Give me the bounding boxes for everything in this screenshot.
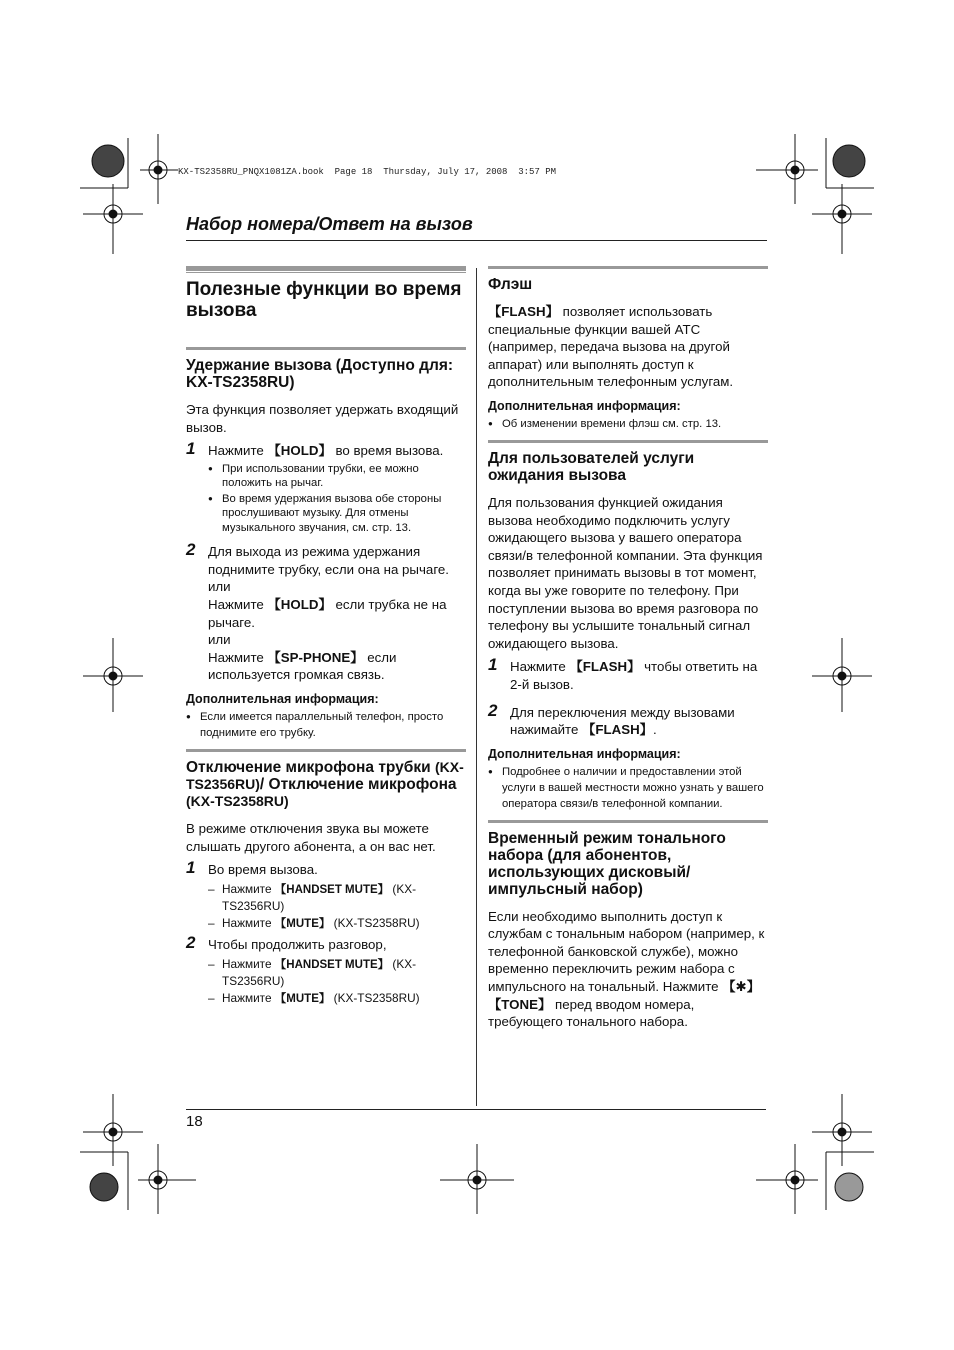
mute-step-1-options <box>208 881 466 933</box>
main-heading: Полезные функции во время вызова <box>186 279 462 321</box>
waiting-step-2: 2 Для переключения между вызовами нажимайте 【FLASH】. <box>488 700 735 738</box>
mute-step-2: 2 Чтобы продолжить разговор, <box>186 933 387 953</box>
tone-heading: Временный режим тонального набора (для абонентов, использующих дисковый/импульсный набор) <box>488 829 726 898</box>
hold-key: 【HOLD】 <box>267 443 332 459</box>
hold-heading: Удержание вызова (Доступно для: KX-TS2358RU) <box>186 357 454 391</box>
tone-text: Если необходимо выполнить доступ к службам с тональным набором (например, к телефонной банковской службе), можно временно переключить режим набора с импульсного на тональный. Нажмите 【✱】 【TONE】 перед вводом номера, требующего тонального набора. <box>488 908 765 1030</box>
column-divider <box>476 268 477 1106</box>
flash-key: 【FLASH】 <box>582 722 653 738</box>
heading-rule <box>488 440 768 443</box>
step-number: 1 <box>186 858 196 878</box>
hold-step-2: 2 Для выхода из режима удержания поднимите трубку, если она на рычаге. или Нажмите 【HOLD】 если трубка не на рычаге. или Нажмите 【SP-PHONE】 если используется громкая связь. <box>186 540 449 683</box>
list-item: ● Если имеется параллельный телефон, просто поднимите его трубку. <box>186 709 466 741</box>
info-list <box>488 764 768 812</box>
flash-text: 【FLASH】 позволяет использовать специальные функции вашей АТС (например, передача вызова на другой аппарат) или выполнять доступ к дополнительным телефонным услугам. <box>488 304 734 390</box>
step-number: 2 <box>186 933 196 953</box>
list-item: – Нажмите 【MUTE】 (KX-TS2358RU) <box>208 990 466 1008</box>
step-number: 2 <box>186 540 196 560</box>
sp-phone-key: 【SP-PHONE】 <box>267 649 364 665</box>
right-column <box>488 266 768 1037</box>
list-item: ● Во время удержания вызова обе стороны прослушивают музыку. Для отмены музыкального звучания, см. стр. 13. <box>208 492 466 536</box>
info-title: Дополнительная информация: <box>488 746 681 761</box>
hold-step-1: 1 Нажмите 【HOLD】 во время вызова. <box>186 439 444 459</box>
waiting-step-1: 1 Нажмите 【FLASH】 чтобы ответить на 2-й вызов. <box>488 655 758 692</box>
footer-rule <box>186 1109 766 1110</box>
mute-heading: Отключение микрофона трубки (KX-TS2356RU)/ Отключение микрофона (KX-TS2358RU) <box>186 759 464 810</box>
list-item: – Нажмите 【HANDSET MUTE】 (KX-TS2356RU) <box>208 956 466 990</box>
left-column <box>186 266 466 1011</box>
flash-key: 【FLASH】 <box>569 659 641 675</box>
list-item: ● При использовании трубки, ее можно положить на рычаг. <box>208 462 466 491</box>
print-header: KX-TS2358RU_PNQX1081ZA.book Page 18 Thursday, July 17, 2008 3:57 PM <box>178 167 557 177</box>
mute-step-2-options <box>208 956 466 1008</box>
flash-heading: Флэш <box>488 276 533 293</box>
waiting-heading: Для пользователей услуги ожидания вызова <box>488 449 695 484</box>
heading-rule <box>186 347 466 350</box>
star-key: 【✱】 <box>722 979 760 995</box>
list-item: ● Об изменении времени флэш см. стр. 13. <box>488 416 768 432</box>
heading-rule <box>488 820 768 823</box>
hold-key: 【HOLD】 <box>267 597 332 613</box>
waiting-intro: Для пользования функцией ожидания вызова необходимо подключить услугу ожидающего вызова у вашего оператора связи/в телефонной компании. Эта функция позволяет принимать вызовы в тот момент, когда вы уже говорите по телефону. При поступлении вызова во время разговора по телефону вы услышите тональный сигнал ожидающего вызова. <box>488 494 763 651</box>
heading-rule <box>488 266 768 269</box>
step-number: 1 <box>186 439 196 459</box>
step-number: 1 <box>488 655 498 675</box>
list-item: – Нажмите 【HANDSET MUTE】 (KX-TS2356RU) <box>208 881 466 915</box>
hold-intro: Эта функция позволяет удержать входящий вызов. <box>186 402 459 435</box>
section-title: Набор номера/Ответ на вызов <box>186 214 473 234</box>
list-item: ● Подробнее о наличии и предоставлении этой услуги в вашей местности можно узнать у вашего оператора связи/в телефонной компании. <box>488 764 768 812</box>
info-list <box>186 709 466 741</box>
flash-key: 【FLASH】 <box>488 304 559 319</box>
heading-rule <box>186 749 466 752</box>
mute-intro: В режиме отключения звука вы можете слышать другого абонента, а он вас нет. <box>186 821 436 854</box>
page-number: 18 <box>186 1113 203 1130</box>
tone-key: 【TONE】 <box>488 996 552 1012</box>
mute-step-1: 1 Во время вызова. <box>186 858 318 878</box>
step-number: 2 <box>488 700 498 720</box>
info-list <box>488 416 768 432</box>
heading-rule <box>186 266 466 273</box>
info-title: Дополнительная информация: <box>488 398 681 413</box>
title-rule <box>186 240 767 241</box>
list-item: – Нажмите 【MUTE】 (KX-TS2358RU) <box>208 915 466 933</box>
hold-step-1-notes <box>208 462 466 536</box>
info-title: Дополнительная информация: <box>186 692 379 707</box>
